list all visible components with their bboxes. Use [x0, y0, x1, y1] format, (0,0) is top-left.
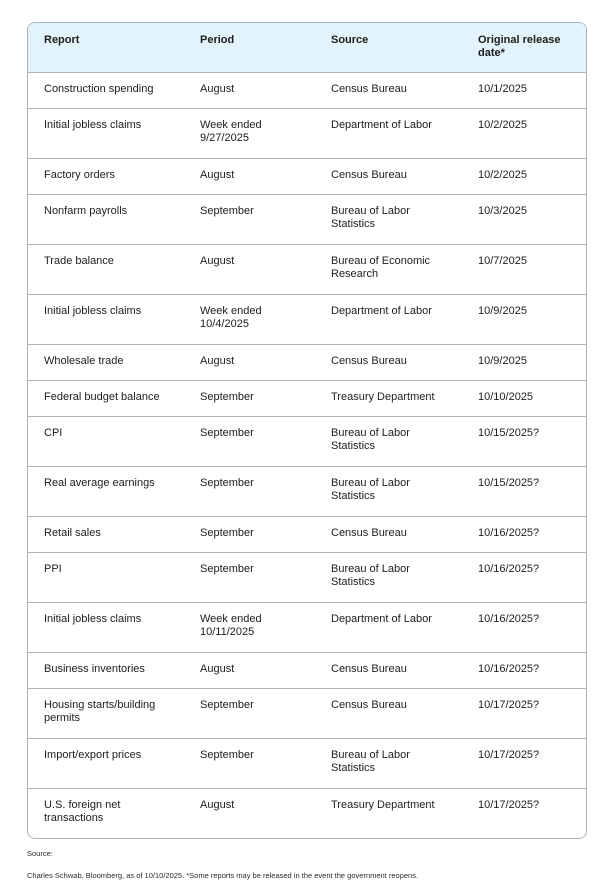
cell-period: September — [184, 517, 315, 553]
cell-release-date: 10/16/2025? — [462, 653, 586, 689]
cell-report: Business inventories — [28, 653, 184, 689]
table-row — [28, 517, 586, 553]
table-row — [28, 417, 586, 467]
cell-source: Bureau of Labor Statistics — [315, 467, 462, 517]
cell-release-date: 10/9/2025 — [462, 345, 586, 381]
cell-period: September — [184, 417, 315, 467]
economic-reports-table-container — [27, 22, 587, 839]
cell-release-date: 10/9/2025 — [462, 295, 586, 345]
cell-period: September — [184, 553, 315, 603]
cell-source: Bureau of Labor Statistics — [315, 553, 462, 603]
table-body — [28, 73, 586, 839]
cell-report: Factory orders — [28, 159, 184, 195]
cell-report: Nonfarm payrolls — [28, 195, 184, 245]
table-header — [28, 23, 586, 73]
cell-source: Bureau of Labor Statistics — [315, 417, 462, 467]
table-row — [28, 467, 586, 517]
table-row — [28, 739, 586, 789]
cell-release-date: 10/16/2025? — [462, 553, 586, 603]
cell-report: Initial jobless claims — [28, 295, 184, 345]
table-row — [28, 553, 586, 603]
cell-release-date: 10/15/2025? — [462, 467, 586, 517]
table-row — [28, 195, 586, 245]
cell-report: U.S. foreign net transactions — [44, 799, 121, 824]
cell-period: September — [184, 689, 315, 739]
header-source: Source — [315, 23, 462, 73]
table-row — [28, 653, 586, 689]
cell-period: Week ended 10/11/2025 — [184, 603, 315, 653]
header-row — [28, 23, 586, 73]
cell-source: Department of Labor — [315, 109, 462, 159]
cell-source: Bureau of Labor Statistics — [315, 739, 462, 789]
cell-period: Week ended 10/4/2025 — [184, 295, 315, 345]
cell-release-date: 10/7/2025 — [462, 245, 586, 295]
source-label: Source: — [27, 849, 53, 858]
table-row — [28, 345, 586, 381]
cell-report: Import/export prices — [28, 739, 184, 789]
table-row — [28, 603, 586, 653]
cell-report: Initial jobless claims — [28, 109, 184, 159]
cell-source: Census Bureau — [315, 159, 462, 195]
cell-source: Department of Labor — [315, 603, 462, 653]
cell-period: August — [200, 799, 235, 811]
table-row — [28, 295, 586, 345]
table-row — [28, 245, 586, 295]
table-row — [28, 789, 586, 839]
cell-period: August — [184, 73, 315, 109]
cell-release-date: 10/17/2025? — [462, 739, 586, 789]
cell-period: September — [184, 467, 315, 517]
cell-release-date: 10/10/2025 — [462, 381, 586, 417]
cell-period: August — [184, 159, 315, 195]
cell-period: September — [184, 739, 315, 789]
cell-release-date: 10/1/2025 — [462, 73, 586, 109]
cell-release-date: 10/17/2025? — [478, 799, 540, 811]
cell-source: Census Bureau — [315, 73, 462, 109]
header-report: Report — [28, 23, 184, 73]
cell-report: Trade balance — [28, 245, 184, 295]
cell-source: Bureau of Labor Statistics — [315, 195, 462, 245]
header-period: Period — [184, 23, 315, 73]
header-original-release-date: Original release date* — [462, 23, 586, 73]
cell-release-date: 10/2/2025 — [462, 109, 586, 159]
cell-source: Department of Labor — [315, 295, 462, 345]
cell-source: Census Bureau — [315, 345, 462, 381]
cell-report: CPI — [28, 417, 184, 467]
cell-source: Treasury Department — [331, 799, 435, 811]
cell-period: September — [184, 195, 315, 245]
cell-period: August — [184, 653, 315, 689]
cell-release-date: 10/3/2025 — [462, 195, 586, 245]
cell-source: Treasury Department — [315, 381, 462, 417]
cell-period: August — [184, 345, 315, 381]
cell-period: August — [184, 245, 315, 295]
cell-release-date: 10/16/2025? — [462, 603, 586, 653]
cell-report: Real average earnings — [28, 467, 184, 517]
cell-report: Housing starts/building permits — [28, 689, 184, 739]
cell-source: Census Bureau — [315, 653, 462, 689]
cell-report: Construction spending — [28, 73, 184, 109]
table-row — [28, 73, 586, 109]
cell-report: Initial jobless claims — [28, 603, 184, 653]
cell-report: Retail sales — [28, 517, 184, 553]
cell-report: PPI — [28, 553, 184, 603]
table-row — [28, 109, 586, 159]
cell-report: Wholesale trade — [28, 345, 184, 381]
source-note: Charles Schwab, Bloomberg, as of 10/10/2025. *Some reports may be released in the event the government reopens. — [27, 871, 419, 880]
cell-source: Census Bureau — [315, 517, 462, 553]
table-row — [28, 689, 586, 739]
cell-source: Census Bureau — [315, 689, 462, 739]
cell-release-date: 10/16/2025? — [462, 517, 586, 553]
cell-source: Bureau of Economic Research — [315, 245, 462, 295]
table-row — [28, 159, 586, 195]
cell-release-date: 10/2/2025 — [462, 159, 586, 195]
economic-reports-table — [28, 23, 586, 838]
cell-release-date: 10/17/2025? — [462, 689, 586, 739]
table-row — [28, 381, 586, 417]
cell-release-date: 10/15/2025? — [462, 417, 586, 467]
cell-period: September — [184, 381, 315, 417]
cell-report: Federal budget balance — [28, 381, 184, 417]
cell-period: Week ended 9/27/2025 — [184, 109, 315, 159]
